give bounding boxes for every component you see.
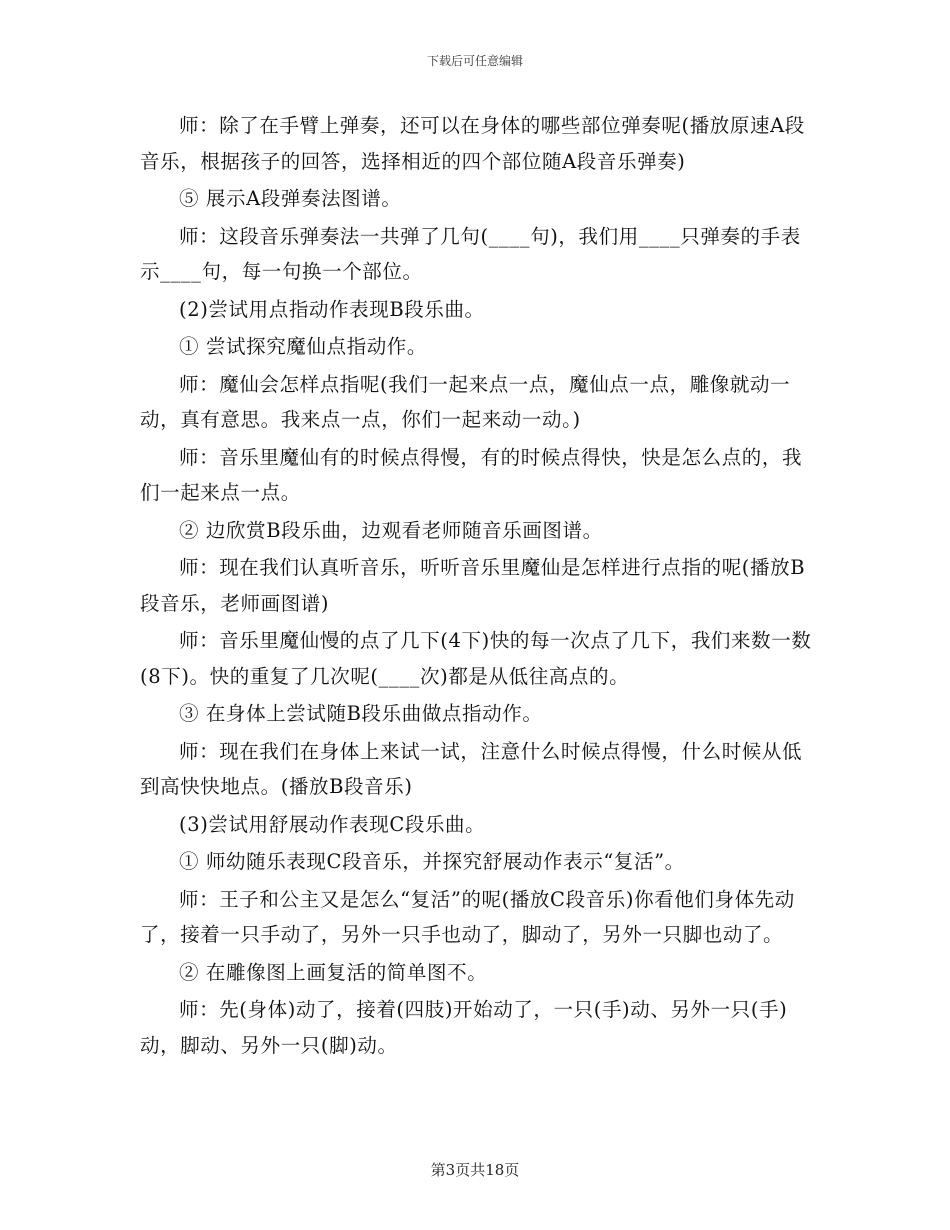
paragraph: 师：魔仙会怎样点指呢(我们一起来点一点，魔仙点一点，雕像就动一动，真有意思。我来点一点，你们一起来动一动。) — [140, 372, 791, 431]
paragraph: 师：现在我们认真听音乐，听听音乐里魔仙是怎样进行点指的呢(播放B段音乐，老师画图谱) — [140, 556, 806, 615]
paragraph: 师：这段音乐弹奏法一共弹了几句(____句)，我们用____只弹奏的手表示____句，每一句换一个部位。 — [140, 224, 801, 283]
paragraph: ② 边欣赏B段乐曲，边观看老师随音乐画图谱。 — [179, 518, 603, 542]
page-header: 下载后可任意编辑 — [426, 54, 523, 68]
paragraph: ① 师幼随乐表现C段音乐，并探究舒展动作表示“复活”。 — [179, 850, 685, 873]
paragraph: (3)尝试用舒展动作表现C段乐曲。 — [179, 812, 486, 836]
paragraph: ① 尝试探究魔仙点指动作。 — [179, 335, 427, 358]
paragraph: ⑤ 展示A段弹奏法图谱。 — [179, 187, 402, 210]
paragraph: ② 在雕像图上画复活的简单图不。 — [179, 960, 488, 984]
paragraph: 师：音乐里魔仙慢的点了几下(4下)快的每一次点了几下，我们来数一数(8下)。快的重复了几次呢(____次)都是从低往高点的。 — [140, 629, 812, 688]
paragraph: 师：音乐里魔仙有的时候点得慢，有的时候点得快，快是怎么点的，我们一起来点一点。 — [140, 445, 803, 504]
paragraph: (2)尝试用点指动作表现B段乐曲。 — [179, 297, 485, 321]
paragraph: ③ 在身体上尝试随B段乐曲做点指动作。 — [179, 702, 543, 725]
paragraph: 师：除了在手臂上弹奏，还可以在身体的哪些部位弹奏呢(播放原速A段音乐，根据孩子的回答，选择相近的四个部位随A段音乐弹奏) — [140, 114, 805, 173]
page-number: 第3页共18页 — [430, 1161, 520, 1179]
paragraph: 师：先(身体)动了，接着(四肢)开始动了，一只(手)动、另外一只(手)动，脚动、另外一只(脚)动。 — [140, 998, 788, 1057]
paragraph: 师：王子和公主又是怎么“复活”的呢(播放C段音乐)你看他们身体先动了，接着一只手动了，另外一只手也动了，脚动了，另外一只脚也动了。 — [140, 887, 795, 946]
document-body — [140, 108, 816, 1065]
paragraph: 师：现在我们在身体上来试一试，注意什么时候点得慢，什么时候从低到高快快地点。(播放B段音乐) — [140, 739, 803, 798]
